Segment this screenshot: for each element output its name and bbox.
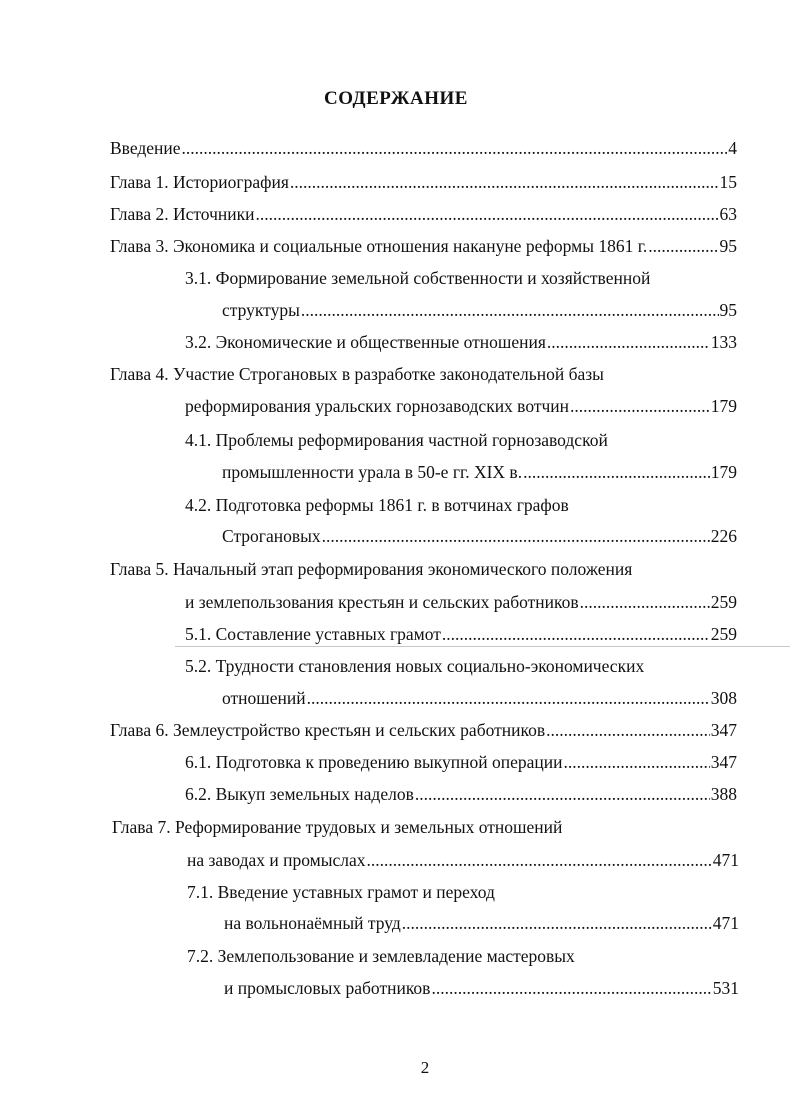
toc-entry-chapter-2[interactable]	[110, 202, 737, 226]
toc-page: 63	[719, 204, 737, 224]
toc-entry-section-5-2[interactable]	[222, 686, 737, 710]
toc-entry-section-3-1-line1[interactable]: 3.1. Формирование земельной собственности и хозяйственной	[185, 268, 651, 288]
toc-label: структуры	[222, 300, 300, 320]
leader-dots	[570, 394, 710, 418]
toc-entry-section-4-2-line1[interactable]: 4.2. Подготовка реформы 1861 г. в вотчинах графов	[185, 495, 569, 515]
page-number: 2	[420, 1058, 430, 1077]
toc-entry-chapter-6[interactable]	[110, 718, 737, 742]
toc-entry-section-5-1[interactable]	[185, 622, 737, 646]
toc-entry-section-3-2[interactable]	[185, 330, 737, 354]
toc-entry-section-4-2[interactable]	[222, 524, 737, 548]
toc-page: 4	[728, 138, 737, 158]
leader-dots	[648, 234, 718, 258]
toc-page: 259	[710, 624, 737, 644]
toc-label: и землепользования крестьян и сельских работников	[185, 592, 579, 612]
toc-entry-chapter-4[interactable]	[185, 394, 737, 418]
leader-dots	[523, 460, 710, 484]
leader-dots	[564, 750, 710, 774]
toc-label: реформирования уральских горнозаводских вотчин	[185, 396, 570, 416]
toc-label: отношений	[222, 688, 306, 708]
toc-entry-chapter-7[interactable]	[187, 848, 739, 872]
toc-entry-section-6-1[interactable]	[185, 750, 737, 774]
toc-entry-section-7-1[interactable]	[224, 911, 739, 935]
toc-entry-chapter-5-line1[interactable]: Глава 5. Начальный этап реформирования экономического положения	[110, 559, 633, 579]
toc-label: на заводах и промыслах	[187, 850, 366, 870]
scan-artifact-line	[175, 646, 790, 647]
toc-entry-section-4-1-line1[interactable]: 4.1. Проблемы реформирования частной горнозаводской	[185, 430, 608, 450]
toc-label: на вольнонаёмный труд	[224, 913, 401, 933]
toc-label: Глава 2. Источники	[110, 204, 255, 224]
toc-label: 6.2. Выкуп земельных наделов	[185, 784, 414, 804]
leader-dots	[415, 782, 710, 806]
toc-label: 3.2. Экономические и общественные отношения	[185, 332, 546, 352]
leader-dots	[431, 976, 711, 1000]
leader-dots	[290, 170, 719, 194]
toc-entry-chapter-3[interactable]	[110, 234, 737, 258]
leader-dots	[307, 686, 710, 710]
toc-page: 95	[719, 236, 737, 256]
toc-entry-chapter-4-line1[interactable]: Глава 4. Участие Строгановых в разработке законодательной базы	[110, 364, 604, 384]
leader-dots	[256, 202, 719, 226]
toc-page: 388	[710, 784, 737, 804]
toc-label: Глава 3. Экономика и социальные отношения накануне реформы 1861 г.	[110, 236, 648, 256]
toc-entry-intro[interactable]	[110, 136, 737, 160]
toc-page: 347	[710, 720, 737, 740]
leader-dots	[367, 848, 712, 872]
toc-page: 179	[710, 462, 737, 482]
toc-page: 471	[712, 850, 739, 870]
toc-entry-section-7-2-line1[interactable]: 7.2. Землепользование и землевладение мастеровых	[187, 946, 575, 966]
toc-page: 15	[719, 172, 737, 192]
toc-page: 471	[712, 913, 739, 933]
toc-entry-chapter-1[interactable]	[110, 170, 737, 194]
toc-entry-section-4-1[interactable]	[222, 460, 737, 484]
leader-dots	[301, 298, 719, 322]
toc-label: Глава 6. Землеустройство крестьян и сельских работников	[110, 720, 546, 740]
toc-page: 531	[712, 978, 739, 998]
page-title: СОДЕРЖАНИЕ	[324, 88, 468, 109]
toc-page: 226	[710, 526, 737, 546]
leader-dots	[182, 136, 728, 160]
toc-page: 308	[710, 688, 737, 708]
toc-entry-section-6-2[interactable]	[185, 782, 737, 806]
leader-dots	[402, 911, 712, 935]
toc-entry-chapter-7-line1[interactable]: Глава 7. Реформирование трудовых и земельных отношений	[112, 817, 563, 837]
leader-dots	[546, 718, 710, 742]
toc-label: Глава 1. Историография	[110, 172, 289, 192]
toc-label: Введение	[110, 138, 181, 158]
leader-dots	[322, 524, 710, 548]
toc-label: промышленности урала в 50-е гг. XIX в.	[222, 462, 523, 482]
toc-entry-section-3-1[interactable]	[222, 298, 737, 322]
toc-page: 179	[710, 396, 737, 416]
toc-label: 6.1. Подготовка к проведению выкупной операции	[185, 752, 563, 772]
toc-page: 133	[710, 332, 737, 352]
toc-entry-section-7-2[interactable]	[224, 976, 739, 1000]
toc-page: 347	[710, 752, 737, 772]
toc-label: Строгановых	[222, 526, 321, 546]
leader-dots	[442, 622, 710, 646]
toc-entry-section-5-2-line1[interactable]: 5.2. Трудности становления новых социально-экономических	[185, 656, 645, 676]
toc-page: 259	[710, 592, 737, 612]
toc-page: 95	[719, 300, 737, 320]
toc-entry-section-7-1-line1[interactable]: 7.1. Введение уставных грамот и переход	[187, 882, 495, 902]
toc-label: и промысловых работников	[224, 978, 431, 998]
toc-entry-chapter-5[interactable]	[185, 590, 737, 614]
toc-label: 5.1. Составление уставных грамот	[185, 624, 441, 644]
leader-dots	[580, 590, 710, 614]
leader-dots	[547, 330, 710, 354]
